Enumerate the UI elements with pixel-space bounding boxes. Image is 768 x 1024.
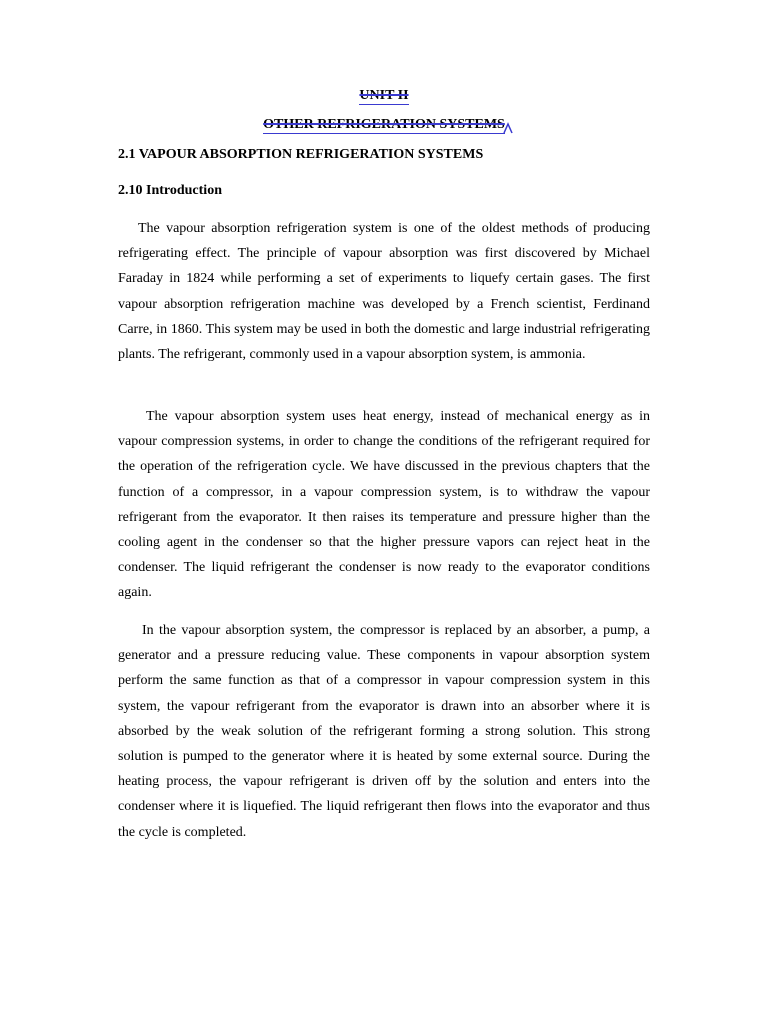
paragraph-3: In the vapour absorption system, the compressor is replaced by an absorber, a pump, a generator and a pressure reducing value. These components in vapour absorption system perform the same function as that of a compressor in vapour compression system in this system, the vapour refrigerant from the evaporator is drawn into an absorber where it is absorbed by the weak solution of the refrigerant forming a strong solution. This strong solution is pumped to the generator where it is heated by some external source. During the heating process, the vapour refrigerant is driven off by the solution and enters into the condenser where it is liquefied. The liquid refrigerant then flows into the evaporator and thus the cycle is completed. [118, 623, 650, 840]
section-title-text: OTHER REFRIGERATION SYSTEMS [263, 117, 505, 132]
revision-caret-icon [503, 122, 513, 134]
unit-title-text: UNIT II [359, 88, 409, 103]
unit-title [0, 87, 768, 105]
paragraph-2: The vapour absorption system uses heat energy, instead of mechanical energy as in vapour compression systems, in order to change the conditions of the refrigerant required for the operation of the refrigeration cycle. We have discussed in the previous chapters that the function of a compressor, in a vapour compression system, is to withdraw the vapour refrigerant from the evaporator. It then raises its temperature and pressure higher than the cooling agent in the condenser so that the higher pressure vapors can reject heat in the condenser. The liquid refrigerant the condenser is now ready to the evaporator conditions again. [118, 409, 650, 601]
subsection-heading: 2.10 Introduction [118, 183, 222, 198]
paragraph-1: The vapour absorption refrigeration system is one of the oldest methods of producing refrigerating effect. The principle of vapour absorption was first discovered by Michael Faraday in 1824 while performing a set of experiments to liquefy certain gases. The first vapour absorption refrigeration machine was developed by a French scientist, Ferdinand Carre, in 1860. This system may be used in both the domestic and large industrial refrigerating plants. The refrigerant, commonly used in a vapour absorption system, is ammonia. [118, 221, 650, 363]
section-title [0, 116, 768, 134]
section-heading: 2.1 VAPOUR ABSORPTION REFRIGERATION SYSTEMS [118, 147, 484, 162]
